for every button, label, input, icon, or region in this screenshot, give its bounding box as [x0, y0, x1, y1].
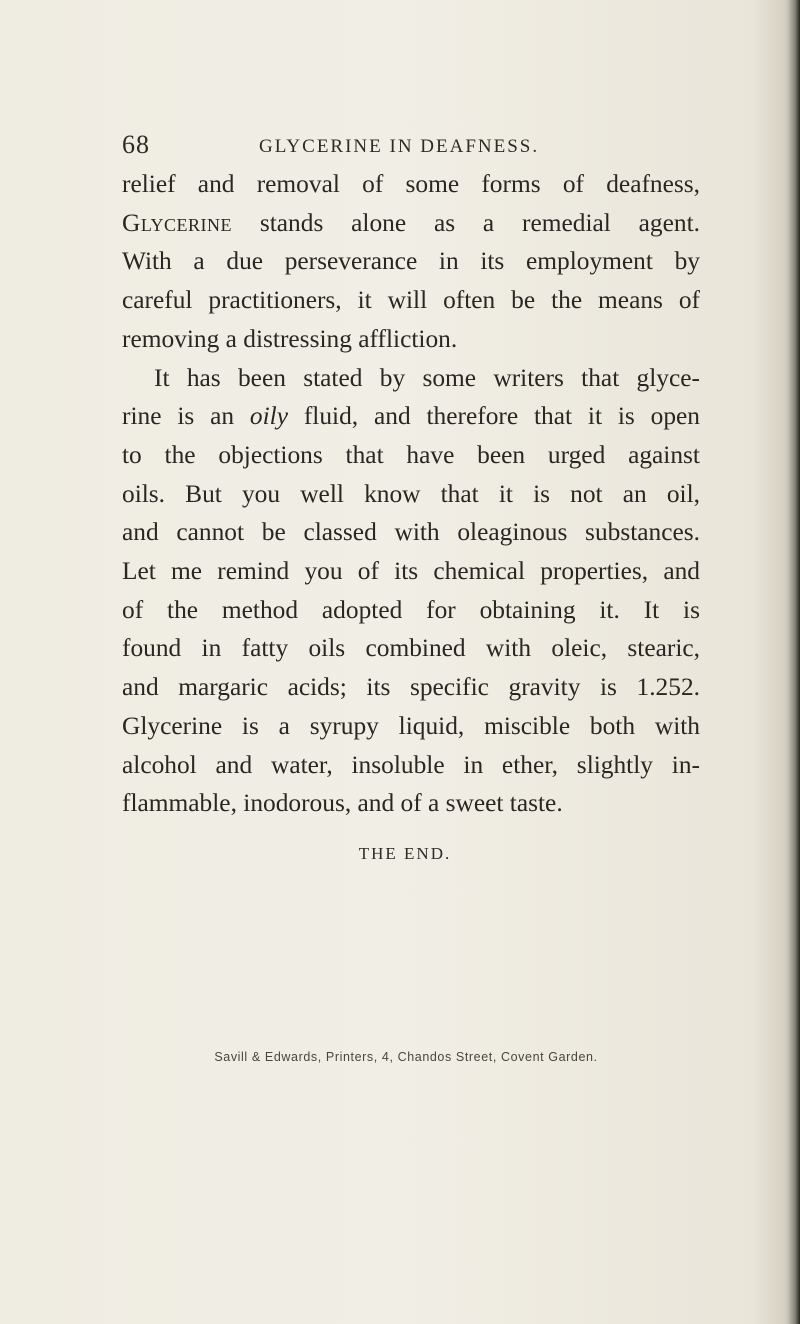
- text-line: With a due perseverance in its employment by: [122, 247, 700, 276]
- text-line: Glycerine is a syrupy liquid, miscible both with: [122, 711, 700, 740]
- running-head: GLYCERINE IN DEAFNESS.: [259, 136, 540, 157]
- text-line: alcohol and water, insoluble in ether, slightly in-: [122, 750, 700, 779]
- printer-imprint: [0, 1050, 800, 1064]
- text-fragment: stands alone as a remedial agent.: [232, 208, 700, 237]
- italic-word: oily: [249, 402, 288, 431]
- text-fragment: rine is an: [122, 402, 250, 431]
- text-line: Let me remind you of its chemical properties, and: [122, 557, 700, 586]
- end-mark: [0, 844, 800, 864]
- text-line: and cannot be classed with oleaginous substances.: [122, 518, 700, 547]
- text-line: oils. But you well know that it is not an oil,: [122, 479, 700, 508]
- page-number: 68: [122, 130, 150, 159]
- text-line: removing a distressing affliction.: [122, 324, 458, 353]
- text-line: careful practitioners, it will often be the means of: [122, 286, 700, 315]
- text-line: and margaric acids; its specific gravity is 1.252.: [122, 673, 700, 702]
- text-line: It has been stated by some writers that glyce-: [154, 363, 700, 392]
- text-line: relief and removal of some forms of deafness,: [122, 170, 700, 198]
- text-line: of the method adopted for obtaining it. It is: [122, 595, 700, 624]
- text-line: [122, 397, 700, 436]
- text-line: found in fatty oils combined with oleic, stearic,: [122, 634, 700, 663]
- glycerine-smallcaps: Glycerine: [122, 208, 233, 237]
- page-edge-shadow: [788, 0, 800, 1324]
- page-header: [122, 130, 682, 166]
- end-mark-text: THE END.: [358, 844, 452, 863]
- text-line: to the objections that have been urged against: [122, 440, 700, 469]
- body-text: [122, 165, 700, 823]
- text-fragment: fluid, and therefore that it is open: [288, 402, 700, 431]
- text-line: [122, 204, 700, 243]
- text-line: flammable, inodorous, and of a sweet taste.: [122, 789, 563, 818]
- printer-imprint-text: Savill & Edwards, Printers, 4, Chandos Street, Covent Garden.: [214, 1050, 598, 1064]
